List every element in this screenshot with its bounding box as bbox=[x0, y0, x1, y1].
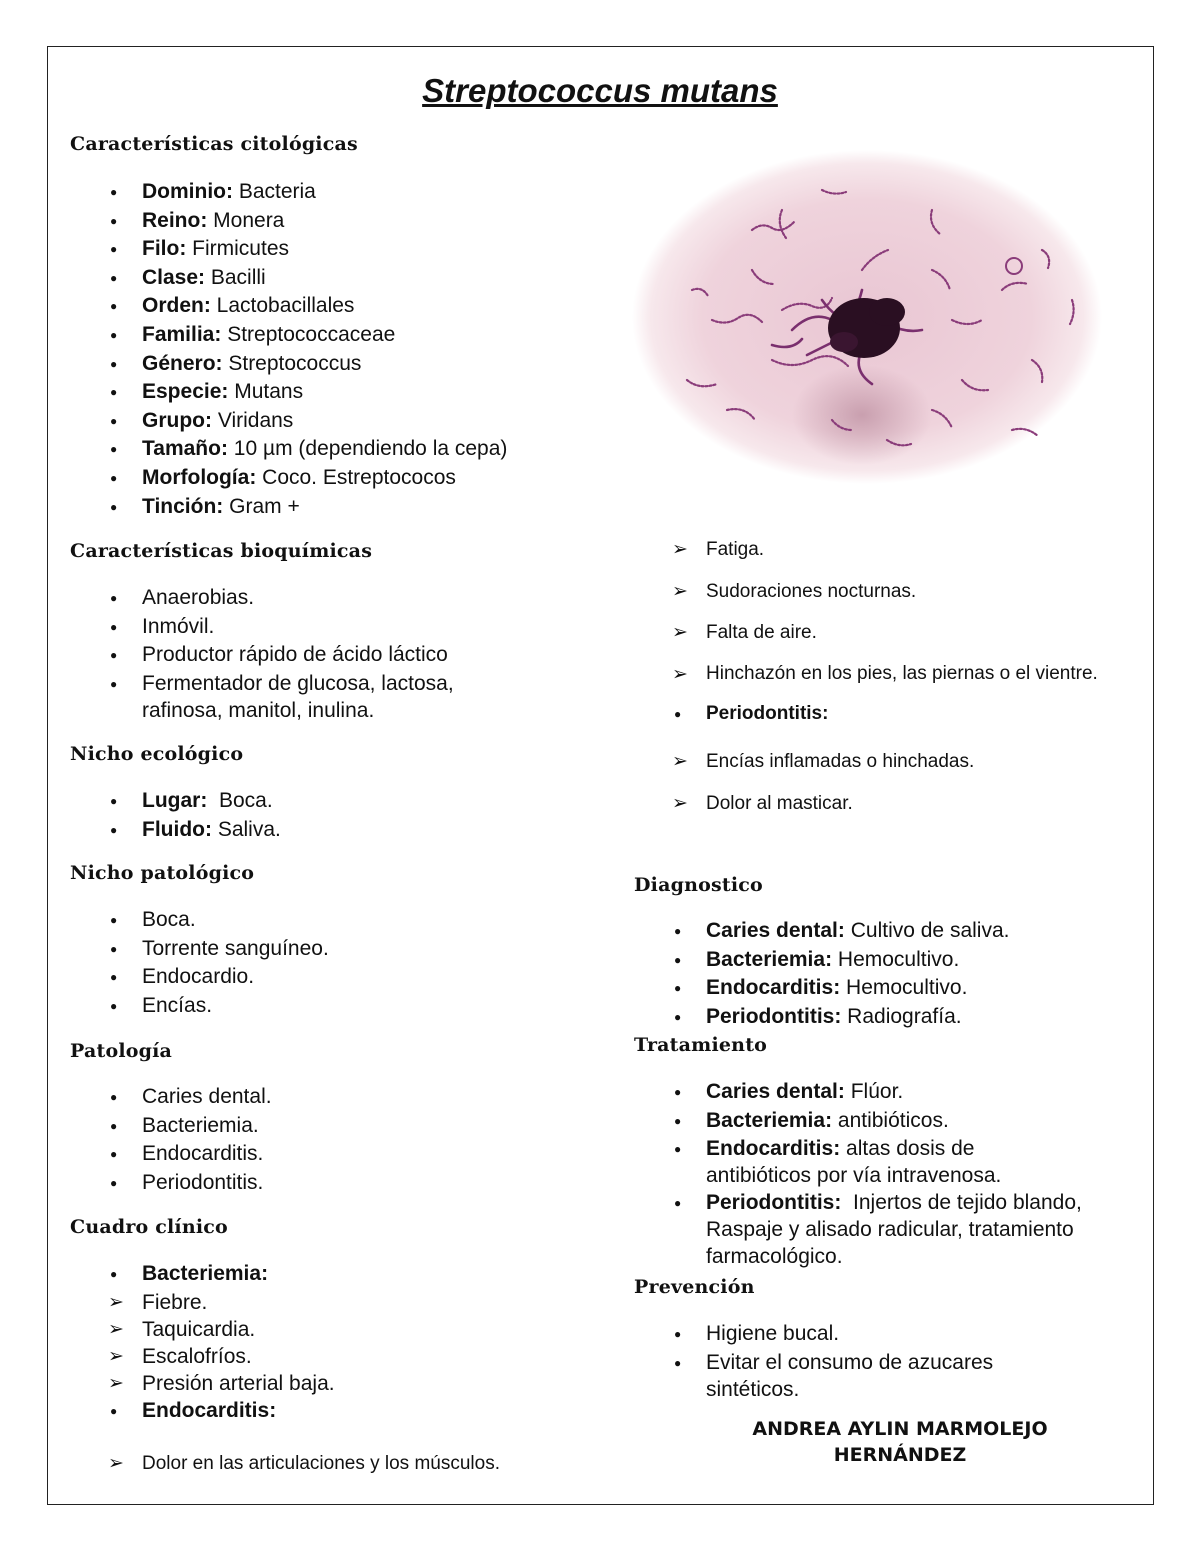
list-item: ● Tamaño: 10 µm (dependiendo la cepa) bbox=[70, 435, 610, 464]
list-item: ● Endocarditis: bbox=[70, 1397, 590, 1426]
list-item: ● Caries dental: Cultivo de saliva. bbox=[634, 917, 1134, 946]
list-cuadro-clinico bbox=[70, 1260, 590, 1425]
list-item: ➢ Dolor al masticar. bbox=[634, 790, 1114, 819]
list-diagnostico bbox=[634, 917, 1134, 1031]
list-item: ➢ Presión arterial baja. bbox=[70, 1370, 590, 1397]
list-item: ➢ Taquicardia. bbox=[70, 1316, 590, 1343]
list-ecologico bbox=[70, 787, 530, 844]
list-item: ● Grupo: Viridans bbox=[70, 407, 610, 436]
list-prevencion bbox=[634, 1320, 1074, 1403]
list-item: ● Periodontitis: Injertos de tejido blando, Raspaje y alisado radicular, tratamiento farmacológico. bbox=[634, 1189, 1134, 1270]
heading-diagnostico: Diagnostico bbox=[634, 874, 763, 896]
list-item: ● Fluido: Saliva. bbox=[70, 816, 530, 845]
heading-cuadro-clinico: Cuadro clínico bbox=[70, 1216, 228, 1238]
list-item: ● Orden: Lactobacillales bbox=[70, 292, 610, 321]
heading-patologico: Nicho patológico bbox=[70, 862, 255, 884]
list-item: ● Dominio: Bacteria bbox=[70, 178, 610, 207]
list-item: ● Endocarditis: altas dosis de antibióticos por vía intravenosa. bbox=[634, 1135, 1134, 1189]
list-item: ➢ Fiebre. bbox=[70, 1289, 590, 1316]
heading-patologia: Patología bbox=[70, 1040, 173, 1062]
list-item: ● Bacteriemia: Hemocultivo. bbox=[634, 946, 1134, 975]
list-item: ● Fermentador de glucosa, lactosa, rafinosa, manitol, inulina. bbox=[70, 670, 530, 724]
heading-prevencion: Prevención bbox=[634, 1276, 755, 1298]
list-patologia bbox=[70, 1083, 530, 1197]
list-item: ➢ Falta de aire. bbox=[634, 619, 1114, 648]
list-patologico bbox=[70, 906, 530, 1020]
list-item: ● Bacteriemia: antibióticos. bbox=[634, 1107, 1134, 1136]
list-item: ● Reino: Monera bbox=[70, 207, 610, 236]
list-item: ➢ Hinchazón en los pies, las piernas o el vientre. bbox=[634, 661, 1114, 687]
list-item: ➢ Fatiga. bbox=[634, 536, 1114, 565]
document-title: Streptococcus mutans bbox=[422, 72, 778, 109]
list-item: ● Especie: Mutans bbox=[70, 378, 610, 407]
list-item: ● Anaerobias. bbox=[70, 584, 530, 613]
list-item: ● Periodontitis: bbox=[634, 700, 1114, 729]
list-item: ● Morfología: Coco. Estreptococos bbox=[70, 464, 610, 493]
heading-bioquimicas: Características bioquímicas bbox=[70, 540, 373, 562]
list-item: ● Evitar el consumo de azucares sintéticos. bbox=[634, 1349, 1074, 1403]
list-item: ➢ Dolor en las articulaciones y los músculos. bbox=[70, 1450, 610, 1479]
list-item: ● Tinción: Gram + bbox=[70, 493, 610, 522]
list-item: ● Endocardio. bbox=[70, 963, 530, 992]
author-name: ANDREA AYLIN MARMOLEJO HERNÁNDEZ bbox=[752, 1418, 1048, 1466]
list-item: ● Inmóvil. bbox=[70, 613, 530, 642]
heading-tratamiento: Tratamiento bbox=[634, 1034, 768, 1056]
list-item: ● Periodontitis: Radiografía. bbox=[634, 1003, 1134, 1032]
list-item: ● Periodontitis. bbox=[70, 1169, 530, 1198]
list-item: ● Bacteriemia. bbox=[70, 1112, 530, 1141]
list-item: ● Endocarditis: Hemocultivo. bbox=[634, 974, 1134, 1003]
heading-citologicas: Características citológicas bbox=[70, 133, 358, 155]
list-item: ● Clase: Bacilli bbox=[70, 264, 610, 293]
list-item: ➢ Encías inflamadas o hinchadas. bbox=[634, 748, 1114, 777]
list-item: ● Familia: Streptococcaceae bbox=[70, 321, 610, 350]
list-item: ● Endocarditis. bbox=[70, 1140, 530, 1169]
list-item: ● Lugar: Boca. bbox=[70, 787, 530, 816]
list-item: ● Encías. bbox=[70, 992, 530, 1021]
list-item: ➢ Sudoraciones nocturnas. bbox=[634, 578, 1114, 607]
list-bioquimicas bbox=[70, 584, 530, 724]
list-citologicas bbox=[70, 178, 610, 521]
list-endocarditis-symptoms-right bbox=[634, 536, 1114, 832]
list-item: ● Caries dental: Flúor. bbox=[634, 1078, 1134, 1107]
heading-ecologico: Nicho ecológico bbox=[70, 743, 244, 765]
list-item: ● Bacteriemia: bbox=[70, 1260, 590, 1289]
list-endocarditis-symptoms-left bbox=[70, 1450, 610, 1479]
list-tratamiento bbox=[634, 1078, 1134, 1270]
list-item: ● Boca. bbox=[70, 906, 530, 935]
list-item: ● Torrente sanguíneo. bbox=[70, 935, 530, 964]
microscopy-image bbox=[632, 150, 1102, 485]
list-item: ➢ Escalofríos. bbox=[70, 1343, 590, 1370]
list-item: ● Caries dental. bbox=[70, 1083, 530, 1112]
list-item: ● Higiene bucal. bbox=[634, 1320, 1074, 1349]
list-item: ● Productor rápido de ácido láctico bbox=[70, 641, 530, 670]
list-item: ● Género: Streptococcus bbox=[70, 350, 610, 379]
list-item: ● Filo: Firmicutes bbox=[70, 235, 610, 264]
